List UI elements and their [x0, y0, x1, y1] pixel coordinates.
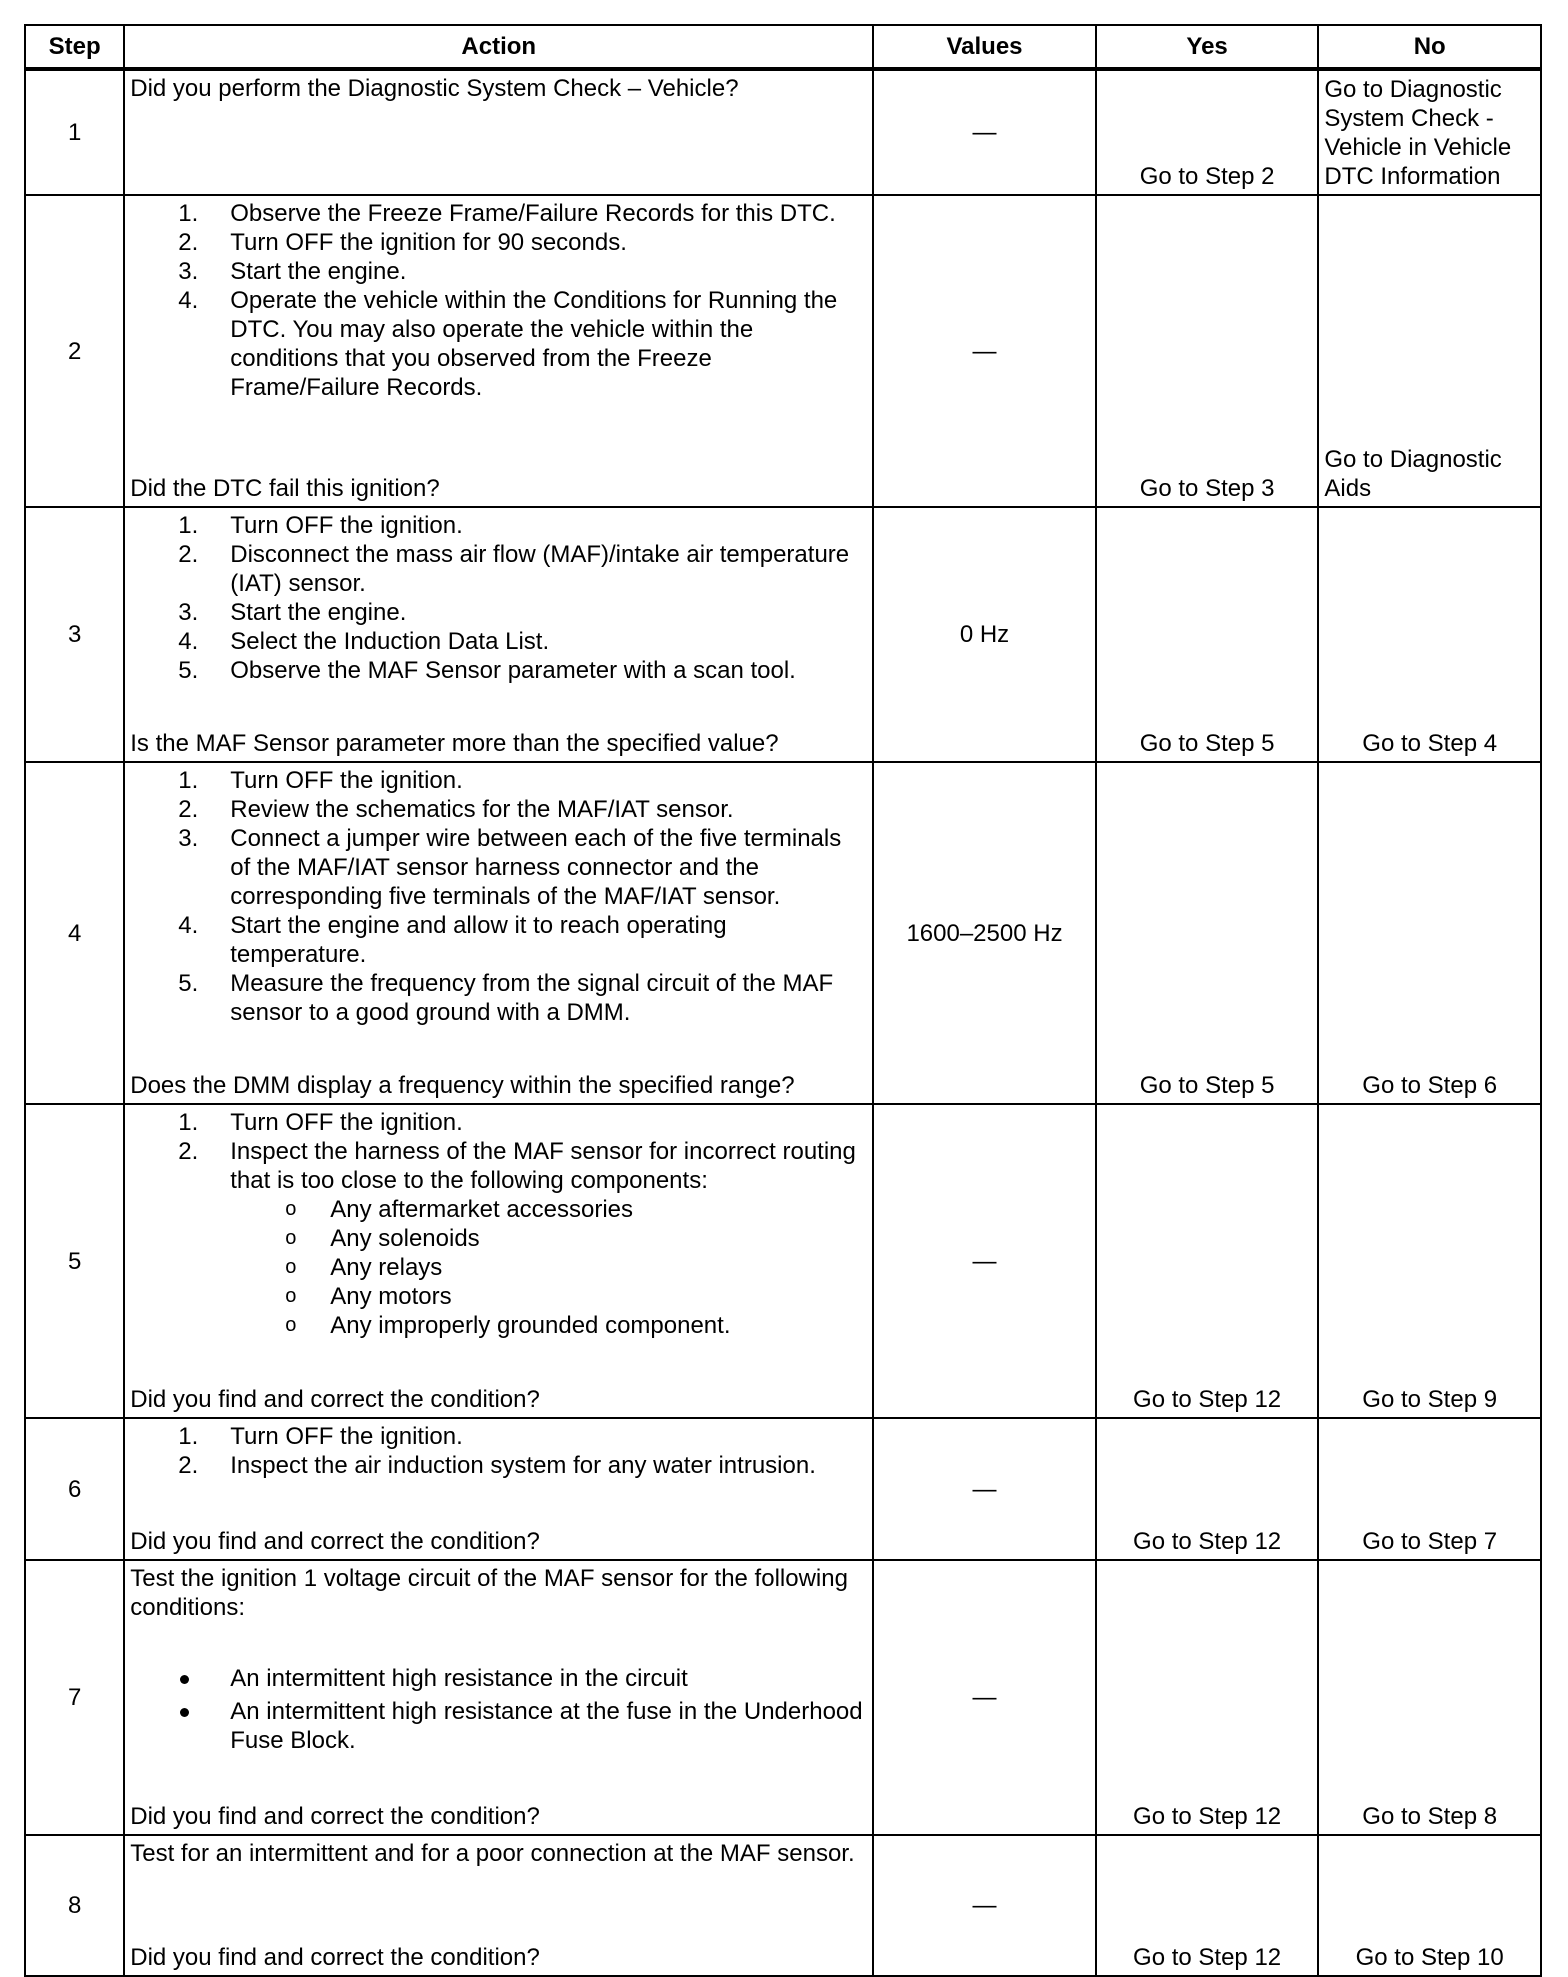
- list-item: o Any relays: [285, 1254, 443, 1281]
- value-cell: —: [873, 1104, 1096, 1418]
- list-item: An intermittent high resistance in the circuit: [130, 1664, 867, 1693]
- step-number: 3: [25, 507, 124, 762]
- table-row: [25, 69, 1541, 195]
- yes-cell: Go to Step 3: [1096, 195, 1319, 507]
- header-step: Step: [25, 25, 124, 69]
- value-cell: —: [873, 1835, 1096, 1976]
- action-step-item: 1. Turn OFF the ignition.: [178, 1109, 463, 1136]
- no-cell: Go to Step 4: [1318, 507, 1541, 762]
- action-step-item: 2. Disconnect the mass air flow (MAF)/intake air temperature (IAT) sensor.: [178, 541, 850, 597]
- yes-cell: Go to Step 2: [1096, 69, 1319, 195]
- action-question: Did you find and correct the condition?: [130, 1528, 540, 1555]
- step-number: 4: [25, 762, 124, 1104]
- header-row: [25, 25, 1541, 69]
- no-cell: Go to Step 10: [1318, 1835, 1541, 1976]
- header-yes: Yes: [1096, 25, 1319, 69]
- action-cell: [124, 69, 873, 195]
- action-question: Did you find and correct the condition?: [130, 1944, 540, 1971]
- action-step-item: 2. Turn OFF the ignition for 90 seconds.: [178, 229, 627, 256]
- table-row: [25, 1104, 1541, 1418]
- no-cell: Go to Step 6: [1318, 762, 1541, 1104]
- action-step-item: 2. Inspect the air induction system for any water intrusion.: [178, 1452, 816, 1479]
- step-number: 7: [25, 1560, 124, 1835]
- header-no: No: [1318, 25, 1541, 69]
- action-steps: [130, 511, 867, 685]
- action-step-item: 5. Observe the MAF Sensor parameter with a scan tool.: [178, 657, 796, 684]
- action-step-item: 4. Start the engine and allow it to reach operating temperature.: [178, 912, 727, 968]
- no-cell: Go to Step 8: [1318, 1560, 1541, 1835]
- action-step-item: 4. Operate the vehicle within the Conditions for Running the DTC. You may also operate the vehicle within the conditions that you observed from the Freeze Frame/Failure Records.: [178, 287, 838, 401]
- step-number: 1: [25, 69, 124, 195]
- list-item: o Any motors: [285, 1283, 452, 1310]
- action-step-item: 1. Turn OFF the ignition.: [178, 512, 463, 539]
- action-cell: [124, 1835, 873, 1976]
- step-number: 8: [25, 1835, 124, 1976]
- action-step-item: 4. Select the Induction Data List.: [178, 628, 550, 655]
- action-question: Does the DMM display a frequency within the specified range?: [130, 1072, 795, 1099]
- list-item: An intermittent high resistance at the fuse in the Underhood Fuse Block.: [130, 1697, 867, 1755]
- action-step-item: 1. Turn OFF the ignition.: [178, 1423, 463, 1450]
- diagnostic-table: [24, 24, 1542, 1977]
- value-cell: —: [873, 69, 1096, 195]
- list-item: o Any solenoids: [285, 1225, 480, 1252]
- action-cell: [124, 507, 873, 762]
- no-cell: Go to Step 9: [1318, 1104, 1541, 1418]
- action-step-item: 2. Review the schematics for the MAF/IAT sensor.: [178, 796, 734, 823]
- table-row: [25, 507, 1541, 762]
- condition-list: [130, 1664, 867, 1759]
- value-cell: —: [873, 195, 1096, 507]
- step-number: 6: [25, 1418, 124, 1560]
- table-row: [25, 1835, 1541, 1976]
- action-step-item: 3. Start the engine.: [178, 258, 407, 285]
- action-question: Is the MAF Sensor parameter more than the specified value?: [130, 730, 779, 757]
- yes-cell: Go to Step 12: [1096, 1835, 1319, 1976]
- action-step-item: 3. Connect a jumper wire between each of the five terminals of the MAF/IAT sensor harness connector and the corresponding five terminals of the MAF/IAT sensor.: [178, 825, 842, 910]
- header-action: Action: [124, 25, 873, 69]
- table-row: [25, 195, 1541, 507]
- action-intro: Test the ignition 1 voltage circuit of the MAF sensor for the following conditions:: [130, 1565, 848, 1621]
- list-item: o Any aftermarket accessories: [285, 1196, 634, 1223]
- step-number: 2: [25, 195, 124, 507]
- action-step-item: 5. Measure the frequency from the signal circuit of the MAF sensor to a good ground with a DMM.: [178, 970, 834, 1026]
- yes-cell: Go to Step 5: [1096, 762, 1319, 1104]
- action-intro: Test for an intermittent and for a poor connection at the MAF sensor.: [130, 1840, 855, 1867]
- action-cell: [124, 762, 873, 1104]
- action-question: Did you find and correct the condition?: [130, 1386, 540, 1413]
- value-cell: 1600–2500 Hz: [873, 762, 1096, 1104]
- yes-cell: Go to Step 12: [1096, 1560, 1319, 1835]
- no-cell: Go to Step 7: [1318, 1418, 1541, 1560]
- action-steps: [130, 1108, 867, 1195]
- table-row: [25, 1560, 1541, 1835]
- action-intro: Did you perform the Diagnostic System Check – Vehicle?: [130, 75, 739, 102]
- action-step-item: 1. Turn OFF the ignition.: [178, 767, 463, 794]
- action-step-item: 1. Observe the Freeze Frame/Failure Records for this DTC.: [178, 200, 836, 227]
- action-cell: [124, 1418, 873, 1560]
- value-cell: —: [873, 1418, 1096, 1560]
- action-step-item: 2. Inspect the harness of the MAF sensor for incorrect routing that is too close to the following components:: [178, 1138, 856, 1194]
- yes-cell: Go to Step 12: [1096, 1104, 1319, 1418]
- action-steps: [130, 766, 867, 1027]
- table-row: [25, 762, 1541, 1104]
- action-cell: [124, 195, 873, 507]
- list-item: o Any improperly grounded component.: [285, 1312, 731, 1339]
- action-steps: [130, 1422, 867, 1480]
- no-cell: Go to Diagnostic System Check - Vehicle in Vehicle DTC Information: [1318, 69, 1541, 195]
- step-number: 5: [25, 1104, 124, 1418]
- action-steps: [130, 199, 867, 402]
- component-list: [130, 1195, 867, 1340]
- yes-cell: Go to Step 5: [1096, 507, 1319, 762]
- yes-cell: Go to Step 12: [1096, 1418, 1319, 1560]
- action-step-item: 3. Start the engine.: [178, 599, 407, 626]
- action-cell: [124, 1560, 873, 1835]
- value-cell: —: [873, 1560, 1096, 1835]
- action-cell: [124, 1104, 873, 1418]
- action-question: Did you find and correct the condition?: [130, 1803, 540, 1830]
- table-row: [25, 1418, 1541, 1560]
- action-question: Did the DTC fail this ignition?: [130, 475, 440, 502]
- value-cell: 0 Hz: [873, 507, 1096, 762]
- no-cell: Go to Diagnostic Aids: [1318, 195, 1541, 507]
- header-values: Values: [873, 25, 1096, 69]
